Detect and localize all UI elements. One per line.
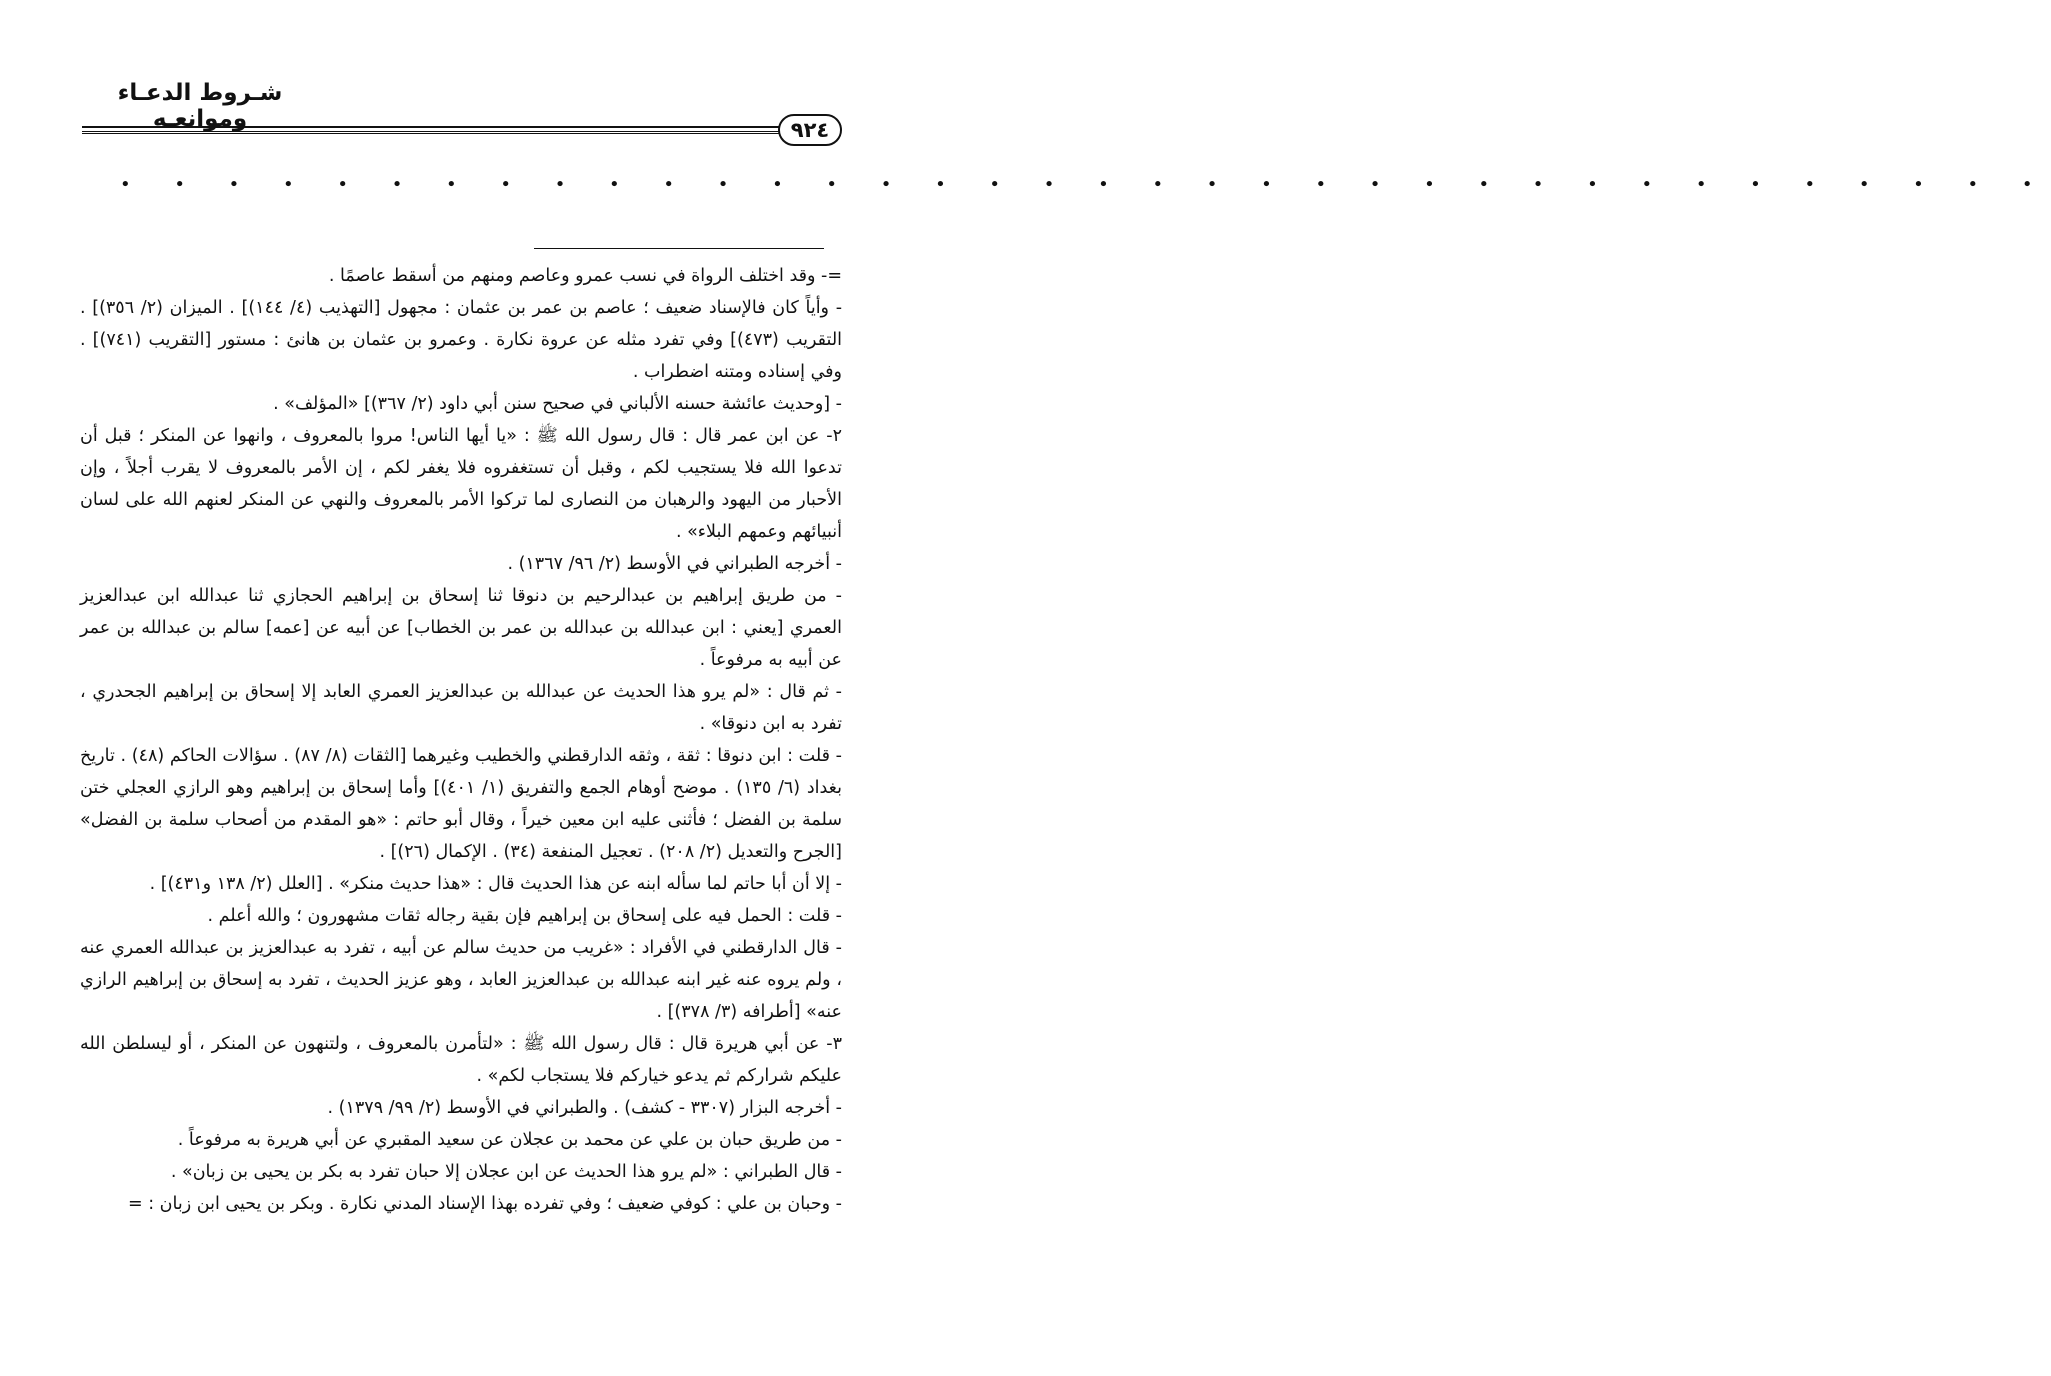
paragraph: - قال الدارقطني في الأفراد : «غريب من حديث سالم عن أبيه ، تفرد به عبدالعزيز بن عبدالله العمري عنه ، ولم يروه عنه غير ابنه عبدالله بن عبدالعزيز العابد ، وهو عزيز الحديث ، تفرد به إسحاق بن إبراهيم الرازي عنه» [أطرافه (٣/ ٣٧٨)] . [80,938,842,1022]
footnote-rule [534,248,824,249]
paragraph: - قال الطبراني : «لم يرو هذا الحديث عن ابن عجلان إلا حبان تفرد به بكر بن يحيى بن زبان» . [170,1162,842,1182]
paragraph: - أخرجه البزار (٣٣٠٧ - كشف) . والطبراني في الأوسط (٢/ ٩٩/ ١٣٧٩) . [327,1098,842,1118]
paragraph: - وأياً كان فالإسناد ضعيف ؛ عاصم بن عمر بن عثمان : مجهول [التهذيب (٤/ ١٤٤)] . الميزان (٢/ ٣٥٦)] . التقريب (٤٧٣)] وفي تفرد مثله عن عروة نكارة . وعمرو بن عثمان بن هانئ : مستور [التقريب (٧٤١)] . وفي إسناده ومتنه اضطراب . [80,298,843,382]
dotted-separator: • • • • • • • • • • • • • • • • • • • • • • • • • • • • • • • • • • • • [120,174,2051,195]
paragraph: - إلا أن أبا حاتم لما سأله ابنه عن هذا الحديث قال : «هذا حديث منكر» . [العلل (٢/ ١٣٨ و٤٣١)] . [149,874,842,894]
paragraph: - أخرجه الطبراني في الأوسط (٢/ ٩٦/ ١٣٦٧) . [507,554,842,574]
running-header-title: شـروط الدعـاء وموانعـه [117,80,283,132]
paragraph: - من طريق حبان بن علي عن محمد بن عجلان عن سعيد المقبري عن أبي هريرة به مرفوعاً . [177,1130,842,1150]
paragraph: - قلت : ابن دنوقا : ثقة ، وثقه الدارقطني والخطيب وغيرهما [الثقات (٨/ ٨٧) . سؤالات الحاكم (٤٨) . تاريخ بغداد (٦/ ١٣٥) . موضح أوهام الجمع والتفريق (١/ ٤٠١)] وأما إسحاق بن إبراهيم وهو الرازي العجلي ختن سلمة بن الفضل ؛ فأثنى عليه ابن معين خيراً ، وقال أبو حاتم : «هو المقدم من أصحاب سلمة بن الفضل» [الجرح والتعديل (٢/ ٢٠٨) . تعجيل المنفعة (٣٤) . الإكمال (٢٦)] . [80,746,842,862]
paragraph: - قلت : الحمل فيه على إسحاق بن إبراهيم فإن بقية رجاله ثقات مشهورون ؛ والله أعلم . [207,906,842,926]
paragraph: - وحبان بن علي : كوفي ضعيف ؛ وفي تفرده بهذا الإسناد المدني نكارة . وبكر بن يحيى ابن زبان : = [128,1194,842,1214]
paragraph: =- وقد اختلف الرواة في نسب عمرو وعاصم ومنهم من أسقط عاصمًا . [328,266,842,286]
header-rule-thin [82,133,823,136]
footnote-body [80,260,842,1220]
paragraph: - ثم قال : «لم يرو هذا الحديث عن عبدالله بن عبدالعزيز العمري العابد إلا إسحاق بن إبراهيم الجحدري ، تفرد به ابن دنوقا» . [80,682,842,734]
paragraph: ٢- عن ابن عمر قال : قال رسول الله ﷺ : «يا أيها الناس! مروا بالمعروف ، وانهوا عن المنكر ؛ قبل أن تدعوا الله فلا يستجيب لكم ، وقبل أن تستغفروه فلا يغفر لكم ، إن الأمر بالمعروف لا يقرب أجلاً ، وإن الأحبار من اليهود والرهبان من النصارى لما تركوا الأمر بالمعروف والنهي عن المنكر لعنهم الله على لسان أنبيائهم وعمهم البلاء» . [80,426,842,542]
page-number: ٩٢٤ [778,114,842,146]
paragraph: - [وحديث عائشة حسنه الألباني في صحيح سنن أبي داود (٢/ ٣٦٧)] «المؤلف» . [273,394,842,414]
paragraph: - من طريق إبراهيم بن عبدالرحيم بن دنوقا ثنا إسحاق بن إبراهيم الحجازي ثنا عبدالله ابن عبدالعزيز العمري [يعني : ابن عبدالله بن عبدالله بن عمر بن الخطاب] عن أبيه عن [عمه] سالم بن عبدالله بن عمر عن أبيه به مرفوعاً . [80,586,842,670]
paragraph: ٣- عن أبي هريرة قال : قال رسول الله ﷺ : «لتأمرن بالمعروف ، ولتنهون عن المنكر ، أو ليسلطن الله عليكم شراركم ثم يدعو خياركم فلا يستجاب لكم» . [80,1034,842,1086]
header-rule [82,126,823,132]
